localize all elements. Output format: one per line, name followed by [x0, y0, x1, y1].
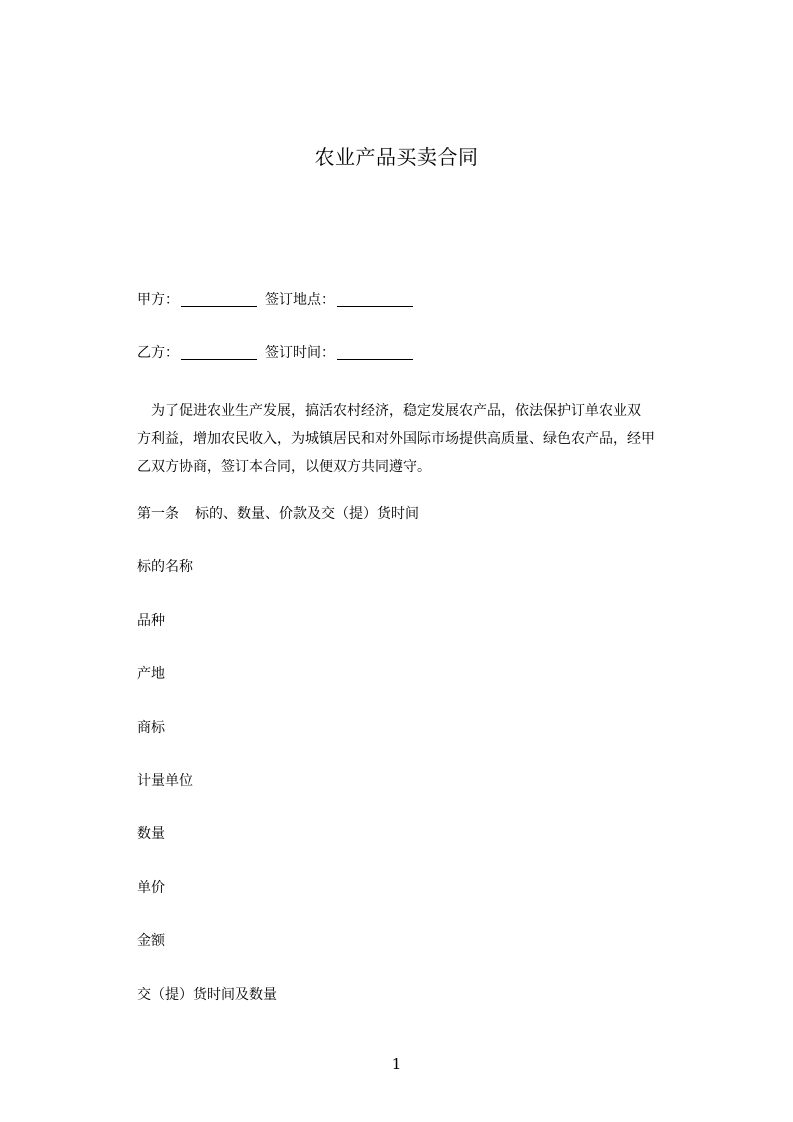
item-unit: 计量单位: [137, 773, 193, 789]
item-trademark: 商标: [137, 720, 165, 736]
article-1-heading: [137, 504, 419, 524]
party-b-blank: [181, 358, 257, 360]
intro-paragraph: [137, 397, 660, 481]
signing-time-label: 签订时间：: [265, 345, 335, 361]
party-b-row: [137, 343, 413, 363]
page-number: 1: [391, 1055, 402, 1073]
intro-line: 乙双方协商，签订本合同，以便双方共同遵守。: [137, 459, 431, 475]
intro-line: 为了促进农业生产发展，搞活农村经济，稳定发展农产品，依法保护订单农业双: [137, 403, 641, 419]
item-origin: 产地: [137, 666, 165, 682]
party-a-row: [137, 290, 413, 310]
item-variety: 品种: [137, 613, 165, 629]
item-unit-price: 单价: [137, 880, 165, 896]
party-a-blank: [181, 305, 257, 307]
party-a-label: 甲方：: [137, 292, 179, 308]
article-1-number: 第一条: [137, 506, 179, 522]
contract-title: 农业产品买卖合同: [314, 145, 479, 169]
intro-line: 方利益，增加农民收入，为城镇居民和对外国际市场提供高质量、绿色农产品，经甲: [137, 431, 655, 447]
item-subject-name: 标的名称: [137, 559, 193, 575]
signing-place-label: 签订地点：: [265, 292, 335, 308]
party-b-label: 乙方：: [137, 345, 179, 361]
article-1-title: 标的、数量、价款及交（提）货时间: [195, 506, 419, 522]
signing-place-blank: [337, 305, 413, 307]
signing-time-blank: [337, 358, 413, 360]
item-delivery-time: 交（提）货时间及数量: [137, 987, 277, 1003]
item-quantity: 数量: [137, 826, 165, 842]
item-amount: 金额: [137, 933, 165, 949]
